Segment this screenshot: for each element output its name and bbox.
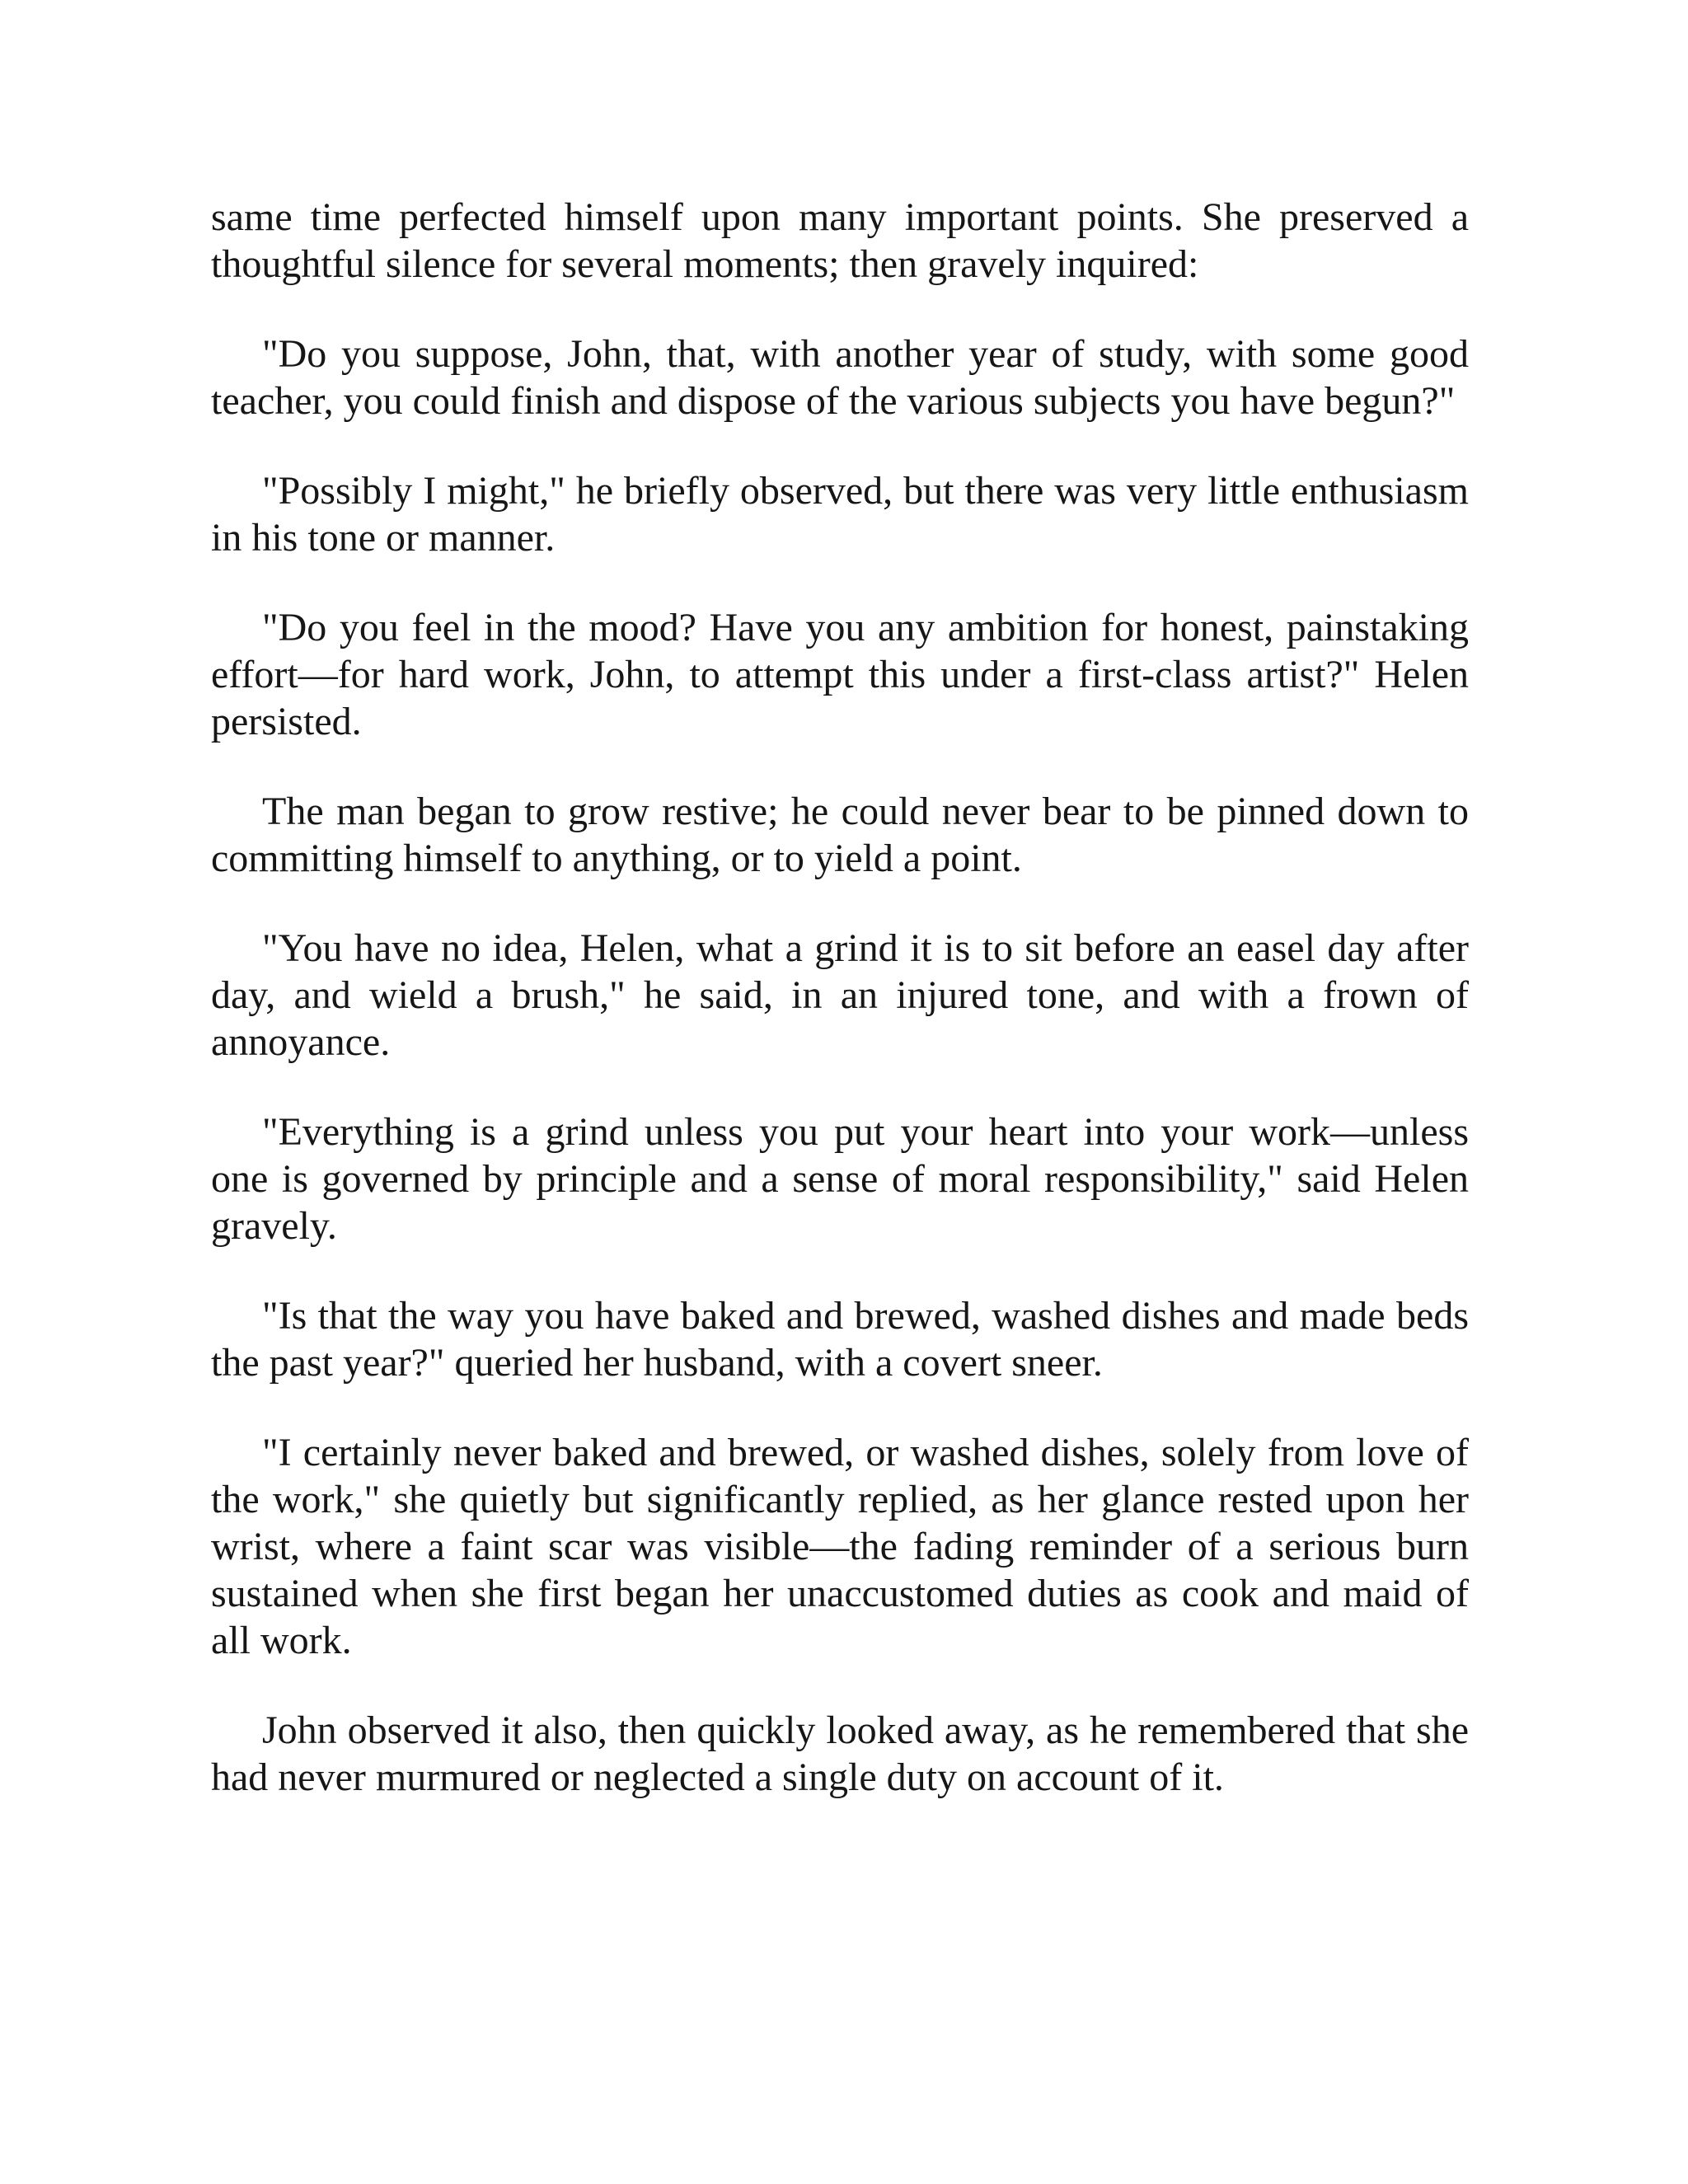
paragraph-1: same time perfected himself upon many important points. She preserved a thoughtful silence for several moments; then gravely inquired: — [211, 195, 1469, 286]
paragraph-10: John observed it also, then quickly looked away, as he remembered that she had never murmured or neglected a single duty on account of it. — [211, 1708, 1469, 1799]
paragraph-3: "Possibly I might," he briefly observed, but there was very little enthusiasm in his tone or manner. — [211, 469, 1469, 560]
paragraph-4: "Do you feel in the mood? Have you any ambition for honest, painstaking effort—for hard work, John, to attempt this under a first-class artist?" Helen persisted. — [211, 606, 1469, 743]
paragraph-5: The man began to grow restive; he could never bear to be pinned down to committing himself to anything, or to yield a point. — [211, 790, 1469, 880]
body-text — [211, 194, 1469, 1844]
paragraph-7: "Everything is a grind unless you put your heart into your work—unless one is governed by principle and a sense of moral responsibility," said Helen gravely. — [211, 1110, 1469, 1248]
paragraph-9: "I certainly never baked and brewed, or washed dishes, solely from love of the work," she quietly but significantly replied, as her glance rested upon her wrist, where a faint scar was visible—the fading reminder of a serious burn sustained when she first began her unaccustomed duties as cook and maid of all work. — [211, 1431, 1469, 1662]
paragraph-2: "Do you suppose, John, that, with another year of study, with some good teacher, you could finish and dispose of the various subjects you have begun?" — [211, 332, 1469, 423]
paragraph-8: "Is that the way you have baked and brewed, washed dishes and made beds the past year?" queried her husband, with a covert sneer. — [211, 1294, 1469, 1385]
paragraph-6: "You have no idea, Helen, what a grind it is to sit before an easel day after day, and wield a brush," he said, in an injured tone, and with a frown of annoyance. — [211, 926, 1469, 1064]
